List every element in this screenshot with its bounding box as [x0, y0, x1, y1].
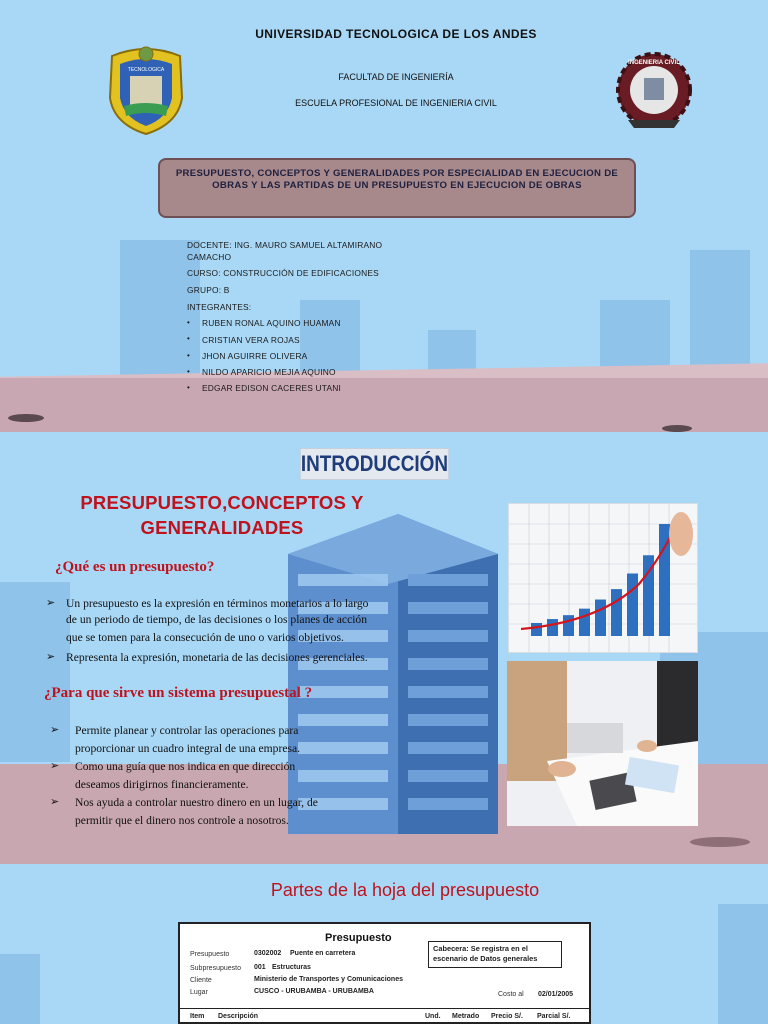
- growth-bar: [563, 615, 574, 636]
- university-shield-logo: [104, 46, 188, 136]
- arrow-bullet-icon: ➢: [50, 796, 60, 808]
- growth-bar: [627, 573, 638, 636]
- docente-line: DOCENTE: ING. MAURO SAMUEL ALTAMIRANO: [187, 240, 383, 250]
- city-building-shape: [690, 250, 750, 380]
- growth-chart-photo: [508, 503, 698, 653]
- growth-bar: [611, 589, 622, 636]
- section-heading: PRESUPUESTO,CONCEPTOS Y: [80, 492, 364, 513]
- introduction-title: INTRODUCCIÓN: [300, 448, 449, 480]
- paragraph-line: Permite planear y controlar las operaciones para: [75, 724, 299, 737]
- faculty-name: FACULTAD DE INGENIERÍA: [338, 72, 454, 82]
- presentation-title: PRESUPUESTO, CONCEPTOS Y GENERALIDADES POR ESPECIALIDAD EN EJECUCION DE OBRAS Y LAS PARTIDAS DE UN PRESUPUESTO EN EJECUCION DE OBRAS: [158, 158, 636, 218]
- paragraph-line: Nos ayuda a controlar nuestro dinero en un lugar, de: [75, 796, 318, 809]
- sheet-divider: [180, 1008, 589, 1009]
- arrow-bullet-icon: ➢: [46, 597, 56, 609]
- seal-text: INGENIERIA CIVIL: [628, 60, 680, 66]
- column-header: Metrado: [452, 1013, 480, 1020]
- city-building-shape: [718, 904, 768, 1024]
- university-name: UNIVERSIDAD TECNOLOGICA DE LOS ANDES: [255, 27, 537, 41]
- paragraph-line: deseamos dirigirnos financieramente.: [75, 778, 249, 791]
- member-bullet: •: [187, 367, 190, 376]
- column-header: Precio S/.: [491, 1013, 523, 1020]
- paragraph-line: de un periodo de tiempo, de las decisiones o los planes de acción: [66, 613, 368, 626]
- integrantes-label: INTEGRANTES:: [187, 302, 252, 312]
- question-budget-system: ¿Para que sirve un sistema presupuestal ?: [44, 685, 313, 701]
- section-heading-cont: GENERALIDADES: [140, 517, 304, 538]
- paragraph-line: proporcionar un cuadro integral de una empresa.: [75, 742, 301, 755]
- curso-line: CURSO: CONSTRUCCIÓN DE EDIFICACIONES: [187, 268, 379, 278]
- member-name: JHON AGUIRRE OLIVERA: [202, 351, 308, 361]
- growth-chart-graphic: [509, 504, 698, 653]
- civil-engineering-seal-logo: [614, 50, 694, 130]
- member-name: NILDO APARICIO MEJIA AQUINO: [202, 367, 336, 377]
- shield-text: TECNOLOGICA: [127, 67, 165, 73]
- paragraph-line: que se tomen para la consecución de uno o varios objetivos.: [66, 631, 344, 644]
- growth-bar: [595, 600, 606, 636]
- paragraph-line: permitir que el dinero nos controle a nosotros.: [75, 814, 289, 827]
- paragraph-line: Como una guía que nos indica en que dirección: [75, 760, 296, 773]
- manhole: [690, 837, 750, 847]
- member-bullet: •: [187, 383, 190, 392]
- docente-line-cont: CAMACHO: [187, 252, 232, 262]
- column-header: Und.: [425, 1013, 441, 1020]
- member-name: EDGAR EDISON CACERES UTANI: [202, 383, 342, 393]
- city-building-shape: [0, 954, 40, 1024]
- growth-bar: [579, 609, 590, 636]
- member-bullet: •: [187, 334, 190, 343]
- school-name: ESCUELA PROFESIONAL DE INGENIERIA CIVIL: [295, 98, 497, 108]
- sheet-label: Lugar: [190, 989, 208, 996]
- question-what-is-budget: ¿Qué es un presupuesto?: [55, 559, 215, 575]
- cabecera-callout: Cabecera: Se registra en el escenario de Datos generales: [428, 941, 562, 968]
- arrow-bullet-icon: ➢: [50, 760, 60, 772]
- member-bullet: •: [187, 351, 190, 360]
- sheet-code: 0302002: [254, 950, 282, 957]
- slide-cover: [0, 0, 768, 432]
- grupo-line: GRUPO: B: [187, 285, 230, 295]
- costo-label: Costo al: [498, 991, 524, 998]
- manhole: [8, 414, 44, 422]
- column-header: Parcial S/.: [537, 1013, 571, 1020]
- member-name: RUBEN RONAL AQUINO HUAMAN: [202, 318, 341, 328]
- arrow-bullet-icon: ➢: [50, 724, 60, 736]
- member-name: CRISTIAN VERA ROJAS: [202, 335, 300, 345]
- sheet-code: 001: [254, 964, 266, 971]
- business-meeting-photo: [507, 661, 698, 826]
- sheet-label: Cliente: [190, 977, 212, 984]
- growth-bar: [531, 623, 542, 636]
- manhole: [662, 425, 692, 432]
- city-building-shape: [0, 582, 70, 762]
- arrow-bullet-icon: ➢: [46, 651, 56, 663]
- sheet-label: Subpresupuesto: [190, 965, 241, 972]
- business-meeting-graphic: [507, 661, 698, 826]
- budget-sheet-heading: Partes de la hoja del presupuesto: [270, 880, 540, 900]
- costo-date: 02/01/2005: [538, 991, 574, 998]
- sheet-value: CUSCO - URUBAMBA - URUBAMBA: [254, 988, 374, 995]
- paragraph-line: Representa la expresión, monetaria de las decisiones gerenciales.: [66, 651, 368, 664]
- sheet-value: Estructuras: [272, 964, 311, 971]
- column-header: Item: [190, 1013, 205, 1020]
- growth-bar: [547, 619, 558, 636]
- sheet-title: Presupuesto: [325, 932, 392, 944]
- sheet-value: Ministerio de Transportes y Comunicaciones: [254, 976, 403, 983]
- paragraph-line: Un presupuesto es la expresión en términos monetarios a lo largo: [66, 597, 369, 610]
- sheet-value: Puente en carretera: [290, 950, 356, 957]
- sheet-label: Presupuesto: [190, 951, 230, 958]
- ground: [0, 378, 768, 432]
- member-bullet: •: [187, 318, 190, 327]
- column-header: Descripción: [218, 1013, 259, 1020]
